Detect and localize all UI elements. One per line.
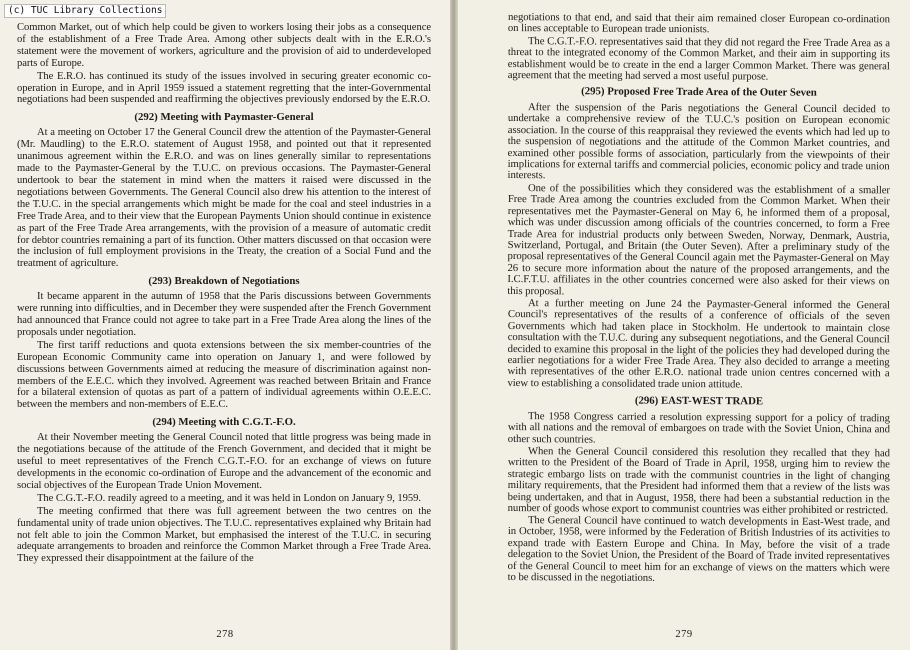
section-heading: (294) Meeting with C.G.T.-F.O. [152, 416, 296, 429]
page-number: 279 [675, 629, 693, 640]
paragraph: The C.G.T.-F.O. readily agreed to a meeting, and it was held in London on January 9, 1959. [37, 492, 421, 504]
paragraph: The 1958 Congress carried a resolution expressing support for a policy of trading with all nations and the removal of embargoes on trade with the Soviet Union, China and other such countries. [507, 409, 890, 445]
section-heading: (293) Breakdown of Negotiations [148, 275, 300, 288]
page-number: 278 [216, 629, 234, 640]
section-heading: (292) Meeting with Paymaster-General [134, 111, 314, 124]
paragraph: The E.R.O. has continued its study of the issues involved in securing greater economic co-operation in Europe, and in April 1959 issued a statement regretting that the inter-Governmental negotiations had been suspended and reaffirming the objectives previously endorsed by the E.R.O. [17, 70, 431, 106]
paragraph: At a meeting on October 17 the General Council drew the attention of the Paymaster-General (Mr. Maudling) to the E.R.O. statement of August 1958, and pointed out that it represented unanimous agreement within the E.R.O. and was on lines generally similar to representations made to the Paymaster-General by the T.U.C. on previous occasions. The Paymaster-General undertook to bear the statement in mind when the matters it raised were discussed in the negotiations between Governments. The General Council also drew his attention to the interest of the T.U.C. in the special arrangements which might be made for the coal and steel industries in a Free Trade Area, and to their view that the European Payments Union should continue in existence as part of the Free Trade Area arrangements, with the provision of a measure of automatic credit for debtor countries remaining a part of its function. Other matters discussed on that occasion were the inclusion of full employment provisions in the Treaty, the creation of a Social Fund and the treatment of agriculture. [17, 127, 431, 270]
collection-watermark: (c) TUC Library Collections [4, 4, 166, 18]
paragraph: The C.G.T.-F.O. representatives said that they did not regard the Free Trade Area as a threat to the integrated economy of the Common Market, and their aim in supporting its establishment would be to create in the end a larger Common Market. There was general agreement that the meeting had served a most useful purpose. [507, 34, 890, 83]
paragraph: At a further meeting on June 24 the Paymaster-General informed the General Council's representatives of the results of a conference of officials of the seven Governments which had taken place in Stockholm. He undertook to maintain close consultation with the T.U.C. during any subsequent negotiations, and the General Council decided to examine this proposal in the light of the policies they had developed during the earlier negotiations for a wider Free Trade Area. They also decided to arrange a meeting with representatives of the other E.R.O. national trade union centres concerned with a view to establishing a consolidated trade union attitude. [507, 297, 890, 391]
paragraph: The General Council have continued to watch developments in East-West trade, and in October, 1958, were informed by the Federation of British Industries of its activities to expand trade with Eastern Europe and China. In May, before the visit of a trade delegation to the Soviet Union, the President of the Board of Trade invited representatives of the General Council to meet him for an exchange of views on the matters which were to be discussed in the negotiations. [507, 514, 890, 585]
paragraph: When the General Council considered this resolution they recalled that they had written to the President of the Board of Trade in April, 1958, urging him to review the strategic embargo lists on trade with the communist countries in the light of changing military requirements, that the President had informed them that a review of the lists was being undertaken, and that in August, 1958, there had been a substantial reduction in the number of goods whose export to communist countries was either prohibited or restricted. [507, 444, 890, 517]
section-heading: (295) Proposed Free Trade Area of the Outer Seven [581, 85, 817, 100]
paragraph: Common Market, out of which help could be given to workers losing their jobs as a consequence of the establishment of a Free Trade Area. Among other subjects dealt with in the E.R.O.'s statement were the movement of workers, agriculture and the provision of aid to underdeveloped parts of Europe. [17, 22, 431, 69]
left-page [0, 0, 450, 650]
paragraph: After the suspension of the Paris negotiations the General Council decided to undertake a comprehensive review of the T.U.C.'s position on European economic association. In the course of this reappraisal they reviewed the events which had led up to the suspension of negotiations and the attitude of the Common Market countries, and examined other possible forms of association, particularly from the viewpoints of their implications for external tariffs and commercial policies, economic policy and trade union interests. [507, 101, 890, 183]
paragraph: negotiations to that end, and said that their aim remained closer European co-ordination on lines acceptable to European trade unionists. [507, 11, 890, 36]
paragraph: At their November meeting the General Council noted that little progress was being made in the negotiations because of the attitude of the French Government, and decided that it might be useful to meet representatives of the French C.G.T.-F.O. for an exchange of views on future developments in the economic co-ordination of Europe and the advancement of the economic and social objectives of the European Trade Union Movement. [17, 432, 431, 491]
book-gutter [450, 0, 458, 650]
paragraph: It became apparent in the autumn of 1958 that the Paris discussions between Governments were running into difficulties, and in December they were suspended after the French Government had announced that France could not agree to take part in a Free Trade Area along the lines of the proposals under negotiation. [17, 291, 431, 338]
paragraph: The first tariff reductions and quota extensions between the six member-countries of the European Economic Community came into operation on January 1, and were followed by discussions between Governments aimed at reducing the measure of discrimination against non-members of the E.E.C. which they involved. Agreement was reached between Britain and France for a bilateral extension of quotas as part of a pattern of individual agreements within O.E.E.C. between the members and non-members of E.E.C. [17, 339, 431, 411]
section-heading: (296) EAST-WEST TRADE [634, 394, 764, 407]
right-page [458, 0, 910, 650]
paragraph: One of the possibilities which they considered was the establishment of a smaller Free Trade Area among the countries excluded from the Common Market. When their representatives met the Paymaster-General on May 6, he informed them of a proposal, which was under discussion among officials of the countries concerned, to form a Free Trade Area for industrial products only between Sweden, Norway, Denmark, Austria, Switzerland, Portugal, and Britain (the Outer Seven). After a preliminary study of the proposal representatives of the General Council again met the Paymaster-General on May 26 to secure more information about the nature of the proposed arrangements, and the I.C.F.T.U. affiliates in the other countries concerned were also asked for their views on this proposal. [507, 182, 890, 298]
paragraph: The meeting confirmed that there was full agreement between the two centres on the fundamental unity of trade union objectives. The T.U.C. representatives explained why Britain had not felt able to join the Common Market, but emphasised the interest of the T.U.C. in securing adequate arrangements to broaden and reinforce the Common Market through a Free Trade Area. They expressed their disappointment at the failure of the [17, 505, 431, 565]
